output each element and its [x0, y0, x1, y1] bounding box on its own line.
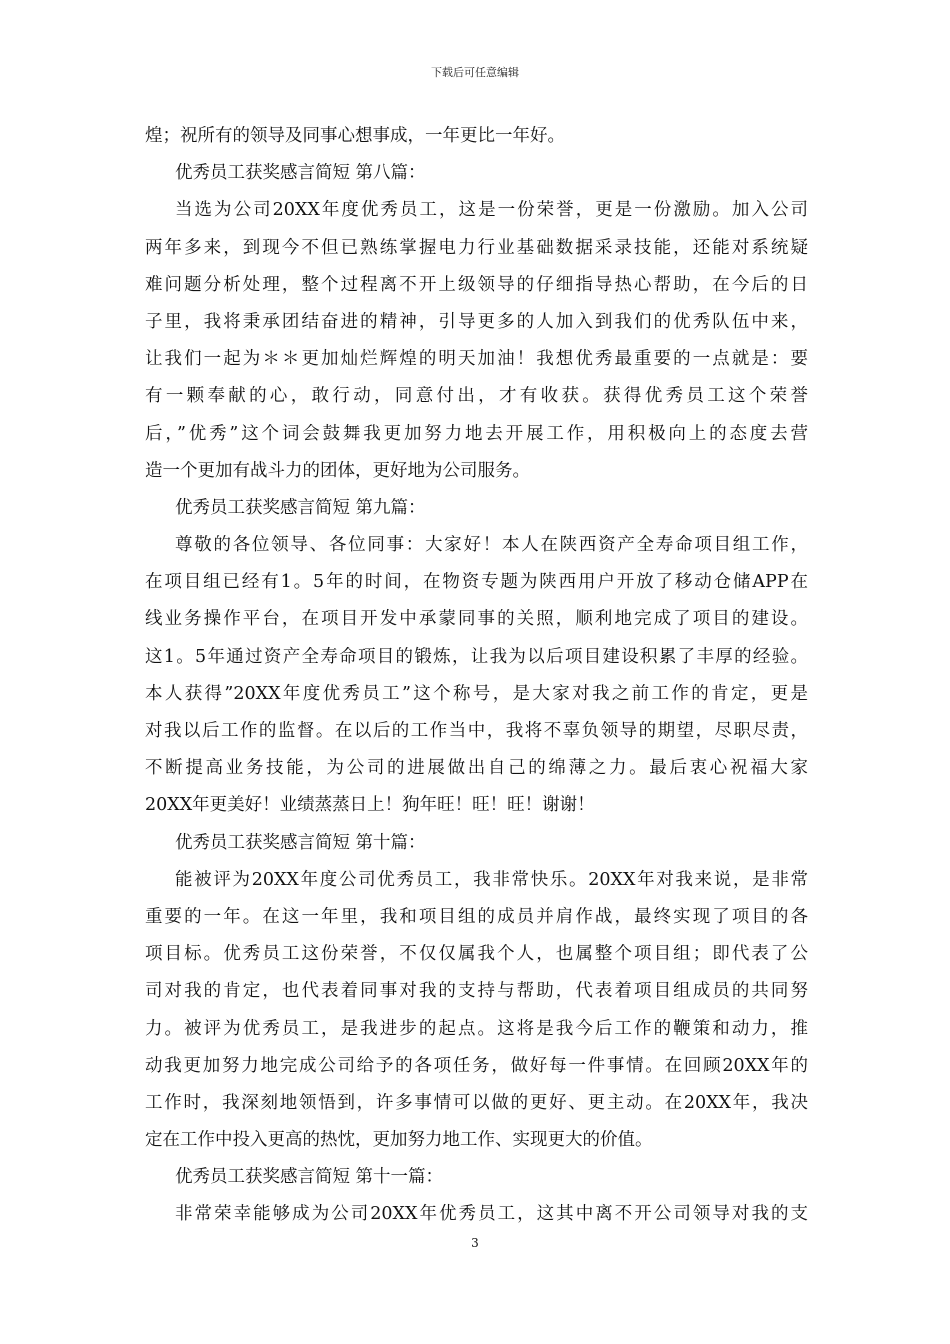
paragraph-line: 20XX年更美好！业绩蒸蒸日上！狗年旺！旺！旺！谢谢！ [145, 795, 595, 816]
paragraph-line: 煌；祝所有的领导及同事心想事成，一年更比一年好。 [145, 126, 565, 146]
paragraph-line: 让我们一起为＊＊更加灿烂辉煌的明天加油！我想优秀最重要的一点就是：要 [145, 349, 808, 370]
paragraph-line: 对我以后工作的监督。在以后的工作当中，我将不辜负领导的期望，尽职尽责， [145, 721, 808, 741]
section-heading-8: 优秀员工获奖感言简短 第八篇： [175, 163, 426, 184]
paragraph-line: 项目标。优秀员工这份荣誉，不仅仅属我个人，也属整个项目组；即代表了公 [145, 944, 808, 965]
page-number: 3 [471, 1236, 479, 1250]
document-body [145, 118, 808, 1234]
paragraph-line: 当选为公司20XX年度优秀员工，这是一份荣誉，更是一份激励。加入公司 [175, 200, 808, 221]
section-heading-9: 优秀员工获奖感言简短 第九篇： [175, 497, 426, 518]
paragraph-line: 后，”优秀”这个词会鼓舞我更加努力地去开展工作，用积极向上的态度去营 [145, 423, 808, 444]
section-heading-11: 优秀员工获奖感言简短 第十一篇： [175, 1167, 444, 1188]
section-heading-10: 优秀员工获奖感言简短 第十篇： [175, 832, 426, 853]
paragraph-line: 动我更加努力地完成公司给予的各项任务，做好每一件事情。在回顾20XX年的 [145, 1055, 808, 1076]
paragraph-line: 在项目组已经有1。5年的时间，在物资专题为陕西用户开放了移动仓储APP在 [145, 572, 808, 593]
paragraph-line: 线业务操作平台，在项目开发中承蒙同事的关照，顺利地完成了项目的建设。 [145, 609, 808, 630]
paragraph-line: 造一个更加有战斗力的团体，更好地为公司服务。 [145, 460, 530, 481]
paragraph-line: 难问题分析处理，整个过程离不开上级领导的仔细指导热心帮助，在今后的日 [145, 274, 808, 295]
paragraph-line: 非常荣幸能够成为公司20XX年优秀员工，这其中离不开公司领导对我的支 [175, 1204, 808, 1225]
paragraph-line: 两年多来，到现今不但已熟练掌握电力行业基础数据采录技能，还能对系统疑 [145, 237, 808, 258]
paragraph-line: 尊敬的各位领导、各位同事：大家好！本人在陕西资产全寿命项目组工作， [175, 535, 808, 556]
page-header: 下载后可任意编辑 [431, 66, 519, 79]
paragraph-line: 本人获得”20XX年度优秀员工”这个称号，是大家对我之前工作的肯定，更是 [145, 683, 808, 704]
paragraph-line: 子里，我将秉承团结奋进的精神，引导更多的人加入到我们的优秀队伍中来， [145, 311, 808, 332]
paragraph-line: 重要的一年。在这一年里，我和项目组的成员并肩作战，最终实现了项目的各 [145, 906, 808, 927]
paragraph-line: 不断提高业务技能，为公司的进展做出自己的绵薄之力。最后衷心祝福大家 [145, 758, 808, 779]
paragraph-line: 能被评为20XX年度公司优秀员工，我非常快乐。20XX年对我来说，是非常 [175, 869, 808, 890]
paragraph-line: 工作时，我深刻地领悟到，许多事情可以做的更好、更主动。在20XX年，我决 [145, 1092, 808, 1113]
paragraph-line: 定在工作中投入更高的热忱，更加努力地工作、实现更大的价值。 [145, 1130, 653, 1151]
paragraph-line: 司对我的肯定，也代表着同事对我的支持与帮助，代表着项目组成员的共同努 [145, 981, 808, 1002]
paragraph-line: 这1。5年通过资产全寿命项目的锻炼，让我为以后项目建设积累了丰厚的经验。 [145, 646, 808, 667]
paragraph-line: 力。被评为优秀员工，是我进步的起点。这将是我今后工作的鞭策和动力，推 [145, 1018, 808, 1039]
paragraph-line: 有一颗奉献的心，敢行动，同意付出，才有收获。获得优秀员工这个荣誉 [145, 386, 808, 407]
